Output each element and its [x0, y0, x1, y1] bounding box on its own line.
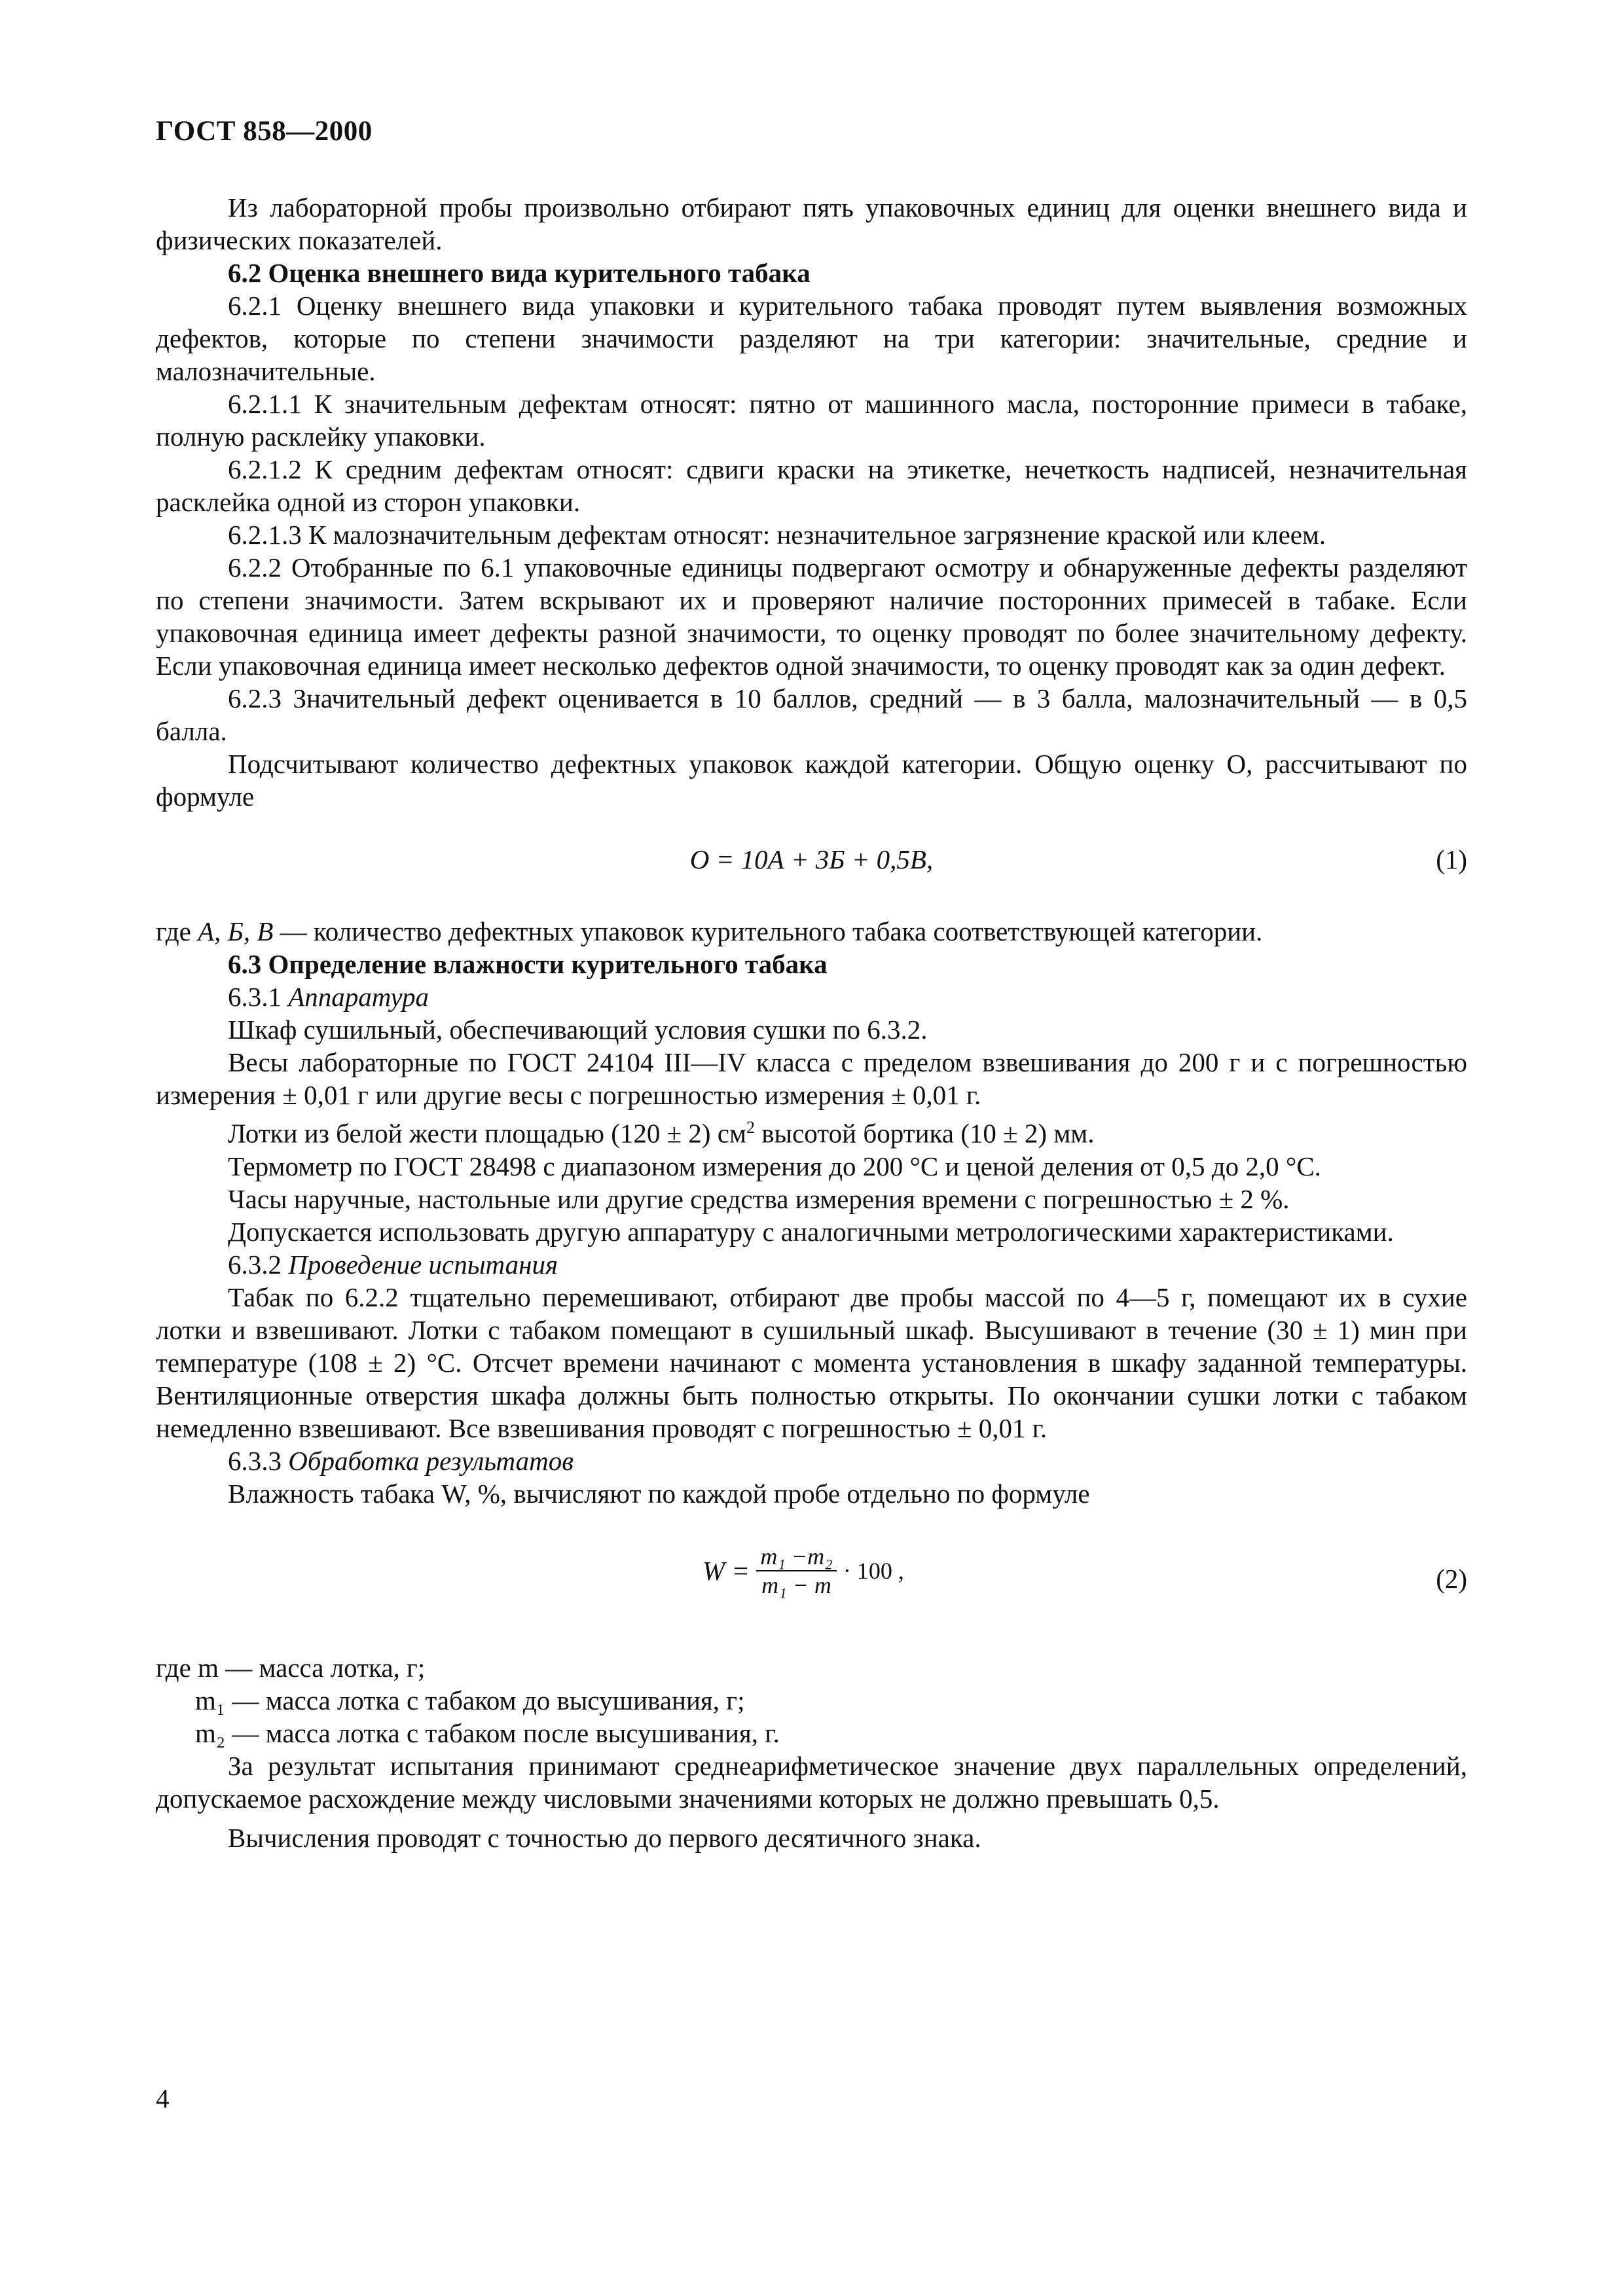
paragraph-6-2-3: 6.2.3 Значительный дефект оценивается в 10 баллов, средний — в 3 балла, малозначительный — в 0,5 балла.: [156, 683, 1467, 746]
formula-1-expression: О = 10А + 3Б + 0,5В,: [689, 844, 934, 874]
page-number: 4: [156, 2083, 170, 2113]
formula-2-expression: [702, 1543, 904, 1599]
paragraph-6-2-1-2: 6.2.1.2 К средним дефектам относят: сдвиги краски на этикетке, нечеткость надписей, незначительная расклейка одной из сторон упаковки.: [156, 454, 1467, 517]
subsection-6-3-3-title: Обработка результатов: [288, 1445, 574, 1476]
paragraph-6-2-1-1: 6.2.1.1 К значительным дефектам относят: пятно от машинного масла, посторонние примеси в табаке, полную расклейку упаковки.: [156, 389, 1467, 452]
subsection-6-3-3: [156, 1444, 1467, 1477]
paragraph-6-2-1: 6.2.1 Оценку внешнего вида упаковки и курительного табака проводят путем выявления возможных дефектов, которые по степени значимости разделяют на три категории: значительные, средние и малозначительные.: [156, 291, 1467, 386]
section-heading-6-3: 6.3 Определение влажности курительного табака: [228, 949, 828, 979]
paragraph-sampling: Из лабораторной пробы произвольно отбирают пять упаковочных единиц для оценки внешнего вида и физических показателей.: [156, 192, 1467, 255]
legend-text: — количество дефектных упаковок курительного табака соответствующей категории.: [273, 916, 1263, 946]
legend-m1: m₁ — масса лотка с табаком до высушивания, г;: [195, 1685, 745, 1715]
legend-vars: А, Б, В: [198, 916, 274, 946]
subsection-6-3-1: [156, 980, 1467, 1013]
subsection-6-3-1-number: 6.3.1: [228, 982, 289, 1012]
legend-m: где m — масса лотка, г;: [156, 1652, 426, 1683]
subsection-6-3-2-number: 6.3.2: [228, 1249, 289, 1280]
section-heading-6-2: 6.2 Оценка внешнего вида курительного табака: [228, 258, 811, 288]
apparatus-oven: Шкаф сушильный, обеспечивающий условия сушки по 6.3.2.: [228, 1014, 928, 1045]
subsection-6-3-3-number: 6.3.3: [228, 1445, 289, 1476]
subsection-6-3-2: [156, 1248, 1467, 1281]
apparatus-scales: Весы лабораторные по ГОСТ 24104 III—IV класса с пределом взвешивания до 200 г и с погрешностью измерения ± 0,01 г или другие весы с погрешностью измерения ± 0,01 г.: [156, 1047, 1467, 1110]
formula-2: [156, 1534, 1467, 1625]
formula-2-legend: [156, 1651, 1467, 1749]
legend-m2: m₂ — масса лотка с табаком после высушивания, г.: [195, 1717, 780, 1748]
test-procedure: Табак по 6.2.2 тщательно перемешивают, отбирают две пробы массой по 4—5 г, помещают их в сухие лотки и взвешивают. Лотки с табаком помещают в сушильный шкаф. Высушивают в течение (30 ± 1) мин при температуре (108 ± 2) °С. Отсчет времени начинают с момента установления в шкафу заданной температуры. Вентиляционные отверстия шкафа должны быть полностью открыты. По окончании сушки лотки с табаком немедленно взвешивают. Все взвешивания проводят с погрешностью ± 0,01 г.: [156, 1282, 1467, 1443]
formula-2-fraction: [756, 1543, 836, 1599]
result-paragraph: За результат испытания принимают среднеарифметическое значение двух параллельных определений, допускаемое расхождение между числовыми значениями которых не должно превышать 0,5.: [156, 1750, 1467, 1814]
apparatus-thermometer: Термометр по ГОСТ 28498 с диапазоном измерения до 200 °С и ценой деления от 0,5 до 2,0 °С.: [228, 1151, 1321, 1181]
apparatus-other: Допускается использовать другую аппаратуру с аналогичными метрологическими характеристиками.: [228, 1216, 1394, 1247]
formula-1-number: (1): [1436, 844, 1467, 874]
formula-2-number: (2): [1436, 1563, 1467, 1594]
apparatus-trays-text-b: высотой бортика (10 ± 2) мм.: [754, 1118, 1095, 1149]
apparatus-trays: [156, 1111, 1467, 1150]
apparatus-clock: Часы наручные, настольные или другие средства измерения времени с погрешностью ± 2 %.: [228, 1183, 1290, 1214]
calculation-intro: Влажность табака W, %, вычисляют по каждой пробе отдельно по формуле: [228, 1478, 1090, 1509]
formula-2-numerator: m₁ −m₂: [756, 1543, 836, 1571]
legend-lead: где: [156, 916, 198, 946]
apparatus-trays-superscript: 2: [746, 1118, 755, 1137]
precision-paragraph: Вычисления проводят с точностью до первого десятичного знака.: [228, 1822, 981, 1853]
formula-2-lhs: W =: [702, 1555, 750, 1586]
formula-2-tail: · 100 ,: [843, 1557, 904, 1584]
paragraph-count: Подсчитывают количество дефектных упаковок каждой категории. Общую оценку О, рассчитывают по формуле: [156, 749, 1467, 812]
apparatus-trays-text-a: Лотки из белой жести площадью (120 ± 2) см: [228, 1118, 746, 1149]
subsection-6-3-1-title: Аппаратура: [288, 982, 429, 1012]
document-body: [156, 191, 1467, 1854]
formula-1-legend: [156, 915, 1467, 948]
paragraph-6-2-2: 6.2.2 Отобранные по 6.1 упаковочные единицы подвергают осмотру и обнаруженные дефекты разделяют по степени значимости. Затем вскрывают их и проверяют наличие посторонних примесей в табаке. Если упаковочная единица имеет дефекты разной значимости, то оценку проводят по более значительному дефекту. Если упаковочная единица имеет несколько дефектов одной значимости, то оценку проводят как за один дефект.: [156, 552, 1467, 681]
paragraph-6-2-1-3: 6.2.1.3 К малозначительным дефектам относят: незначительное загрязнение краской или клеем.: [228, 520, 1326, 550]
formula-2-denominator: m₁ − m: [761, 1571, 831, 1598]
document-header: ГОСТ 858—2000: [156, 116, 373, 147]
formula-1: [156, 829, 1467, 891]
subsection-6-3-2-title: Проведение испытания: [288, 1249, 558, 1280]
